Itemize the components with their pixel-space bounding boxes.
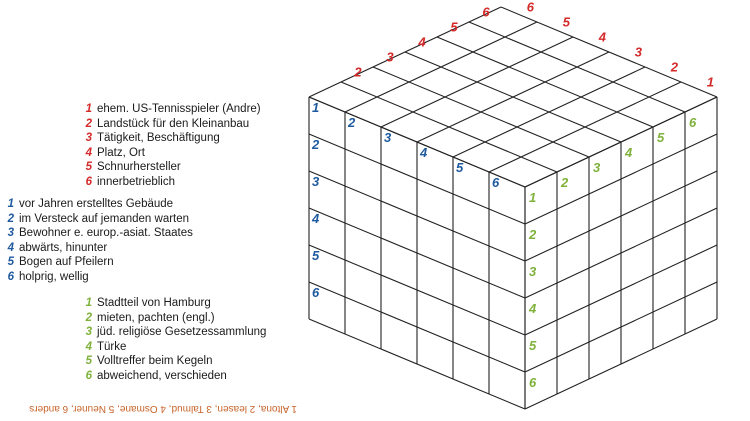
clue-text: mieten, pachten (engl.) xyxy=(97,311,215,324)
clue-number: 1 xyxy=(7,198,14,210)
clue-text: Tätigkeit, Beschäftigung xyxy=(97,132,220,144)
right-col-number: 5 xyxy=(657,130,665,145)
top-edge-number: 1 xyxy=(706,74,715,90)
top-edge-number: 4 xyxy=(418,34,426,50)
left-col-number: 4 xyxy=(420,145,428,160)
clue-number: 1 xyxy=(85,297,92,309)
clue-number: 2 xyxy=(85,117,92,130)
top-edge-number: 3 xyxy=(386,49,394,65)
clue-number: 6 xyxy=(7,270,14,283)
top-edge-number: 2 xyxy=(354,64,362,80)
right-row-number: 2 xyxy=(529,227,537,242)
clue-number: 3 xyxy=(85,326,92,338)
clue-text: vor Jahren erstelltes Gebäude xyxy=(19,198,174,210)
right-row-number: 3 xyxy=(529,264,537,279)
clue-number: 6 xyxy=(85,369,92,382)
clue-text: ehem. US-Tennisspieler (Andre) xyxy=(97,103,261,115)
clue-text: Bogen auf Pfeilern xyxy=(19,256,114,268)
clue-number: 3 xyxy=(7,227,14,239)
right-row-number: 5 xyxy=(529,338,537,353)
clue-text: abweichend, verschieden xyxy=(97,369,227,382)
right-col-number: 2 xyxy=(561,175,569,190)
right-col-number: 4 xyxy=(625,145,633,160)
top-edge-number: 2 xyxy=(670,59,679,75)
clue-text: Stadtteil von Hamburg xyxy=(97,297,211,309)
clue-number: 4 xyxy=(85,146,92,159)
clue-number: 5 xyxy=(85,355,92,367)
left-row-number: 2 xyxy=(312,137,320,152)
top-edge-number: 5 xyxy=(562,14,571,30)
right-row-number: 4 xyxy=(529,301,537,316)
clue-number: 2 xyxy=(85,311,92,324)
clue-text: abwärts, hinunter xyxy=(19,241,108,254)
clue-text: im Versteck auf jemanden warten xyxy=(19,212,190,225)
clue-number: 5 xyxy=(85,161,92,173)
left-row-number: 4 xyxy=(312,211,320,226)
clue-text: holprig, wellig xyxy=(19,270,89,283)
top-edge-number: 3 xyxy=(634,44,643,60)
top-edge-number: 6 xyxy=(526,0,535,15)
top-edge-number: 5 xyxy=(450,19,458,35)
clue-text: Platz, Ort xyxy=(97,146,145,159)
clue-text: Schnurhersteller xyxy=(97,161,181,173)
clue-text: Landstück für den Kleinanbau xyxy=(97,117,250,130)
top-edge-number: 4 xyxy=(598,29,607,45)
clue-text: Türke xyxy=(97,340,127,353)
left-row-number: 5 xyxy=(312,248,320,263)
clue-number: 1 xyxy=(85,103,92,115)
clue-text: Bewohner e. europ.-asiat. Staates xyxy=(19,227,193,239)
clue-number: 2 xyxy=(7,212,14,225)
solution-text: 1 Altona, 2 leasen, 3 Talmud, 4 Osmane, 5 Neuner, 6 anders xyxy=(29,403,297,414)
clue-number: 5 xyxy=(7,256,14,268)
left-col-number: 5 xyxy=(456,160,464,175)
right-col-number: 6 xyxy=(689,115,697,130)
left-row-number: 1 xyxy=(312,100,320,115)
clue-text: jüd. religiöse Gesetzessammlung xyxy=(97,326,267,338)
left-col-number: 2 xyxy=(348,115,356,130)
clue-number: 4 xyxy=(85,340,92,353)
clue-number: 3 xyxy=(85,132,92,144)
top-edge-number: 6 xyxy=(482,4,490,20)
left-col-number: 6 xyxy=(492,175,500,190)
left-row-number: 3 xyxy=(312,174,320,189)
clue-number: 4 xyxy=(7,241,14,254)
clue-text: innerbetrieblich xyxy=(97,175,175,188)
left-row-number: 6 xyxy=(312,285,320,300)
left-col-number: 3 xyxy=(384,130,392,145)
clue-number: 6 xyxy=(85,175,92,188)
right-col-number: 3 xyxy=(593,160,601,175)
right-row-number: 1 xyxy=(529,190,537,205)
clue-text: Volltreffer beim Kegeln xyxy=(97,355,213,367)
right-row-number: 6 xyxy=(529,375,537,390)
